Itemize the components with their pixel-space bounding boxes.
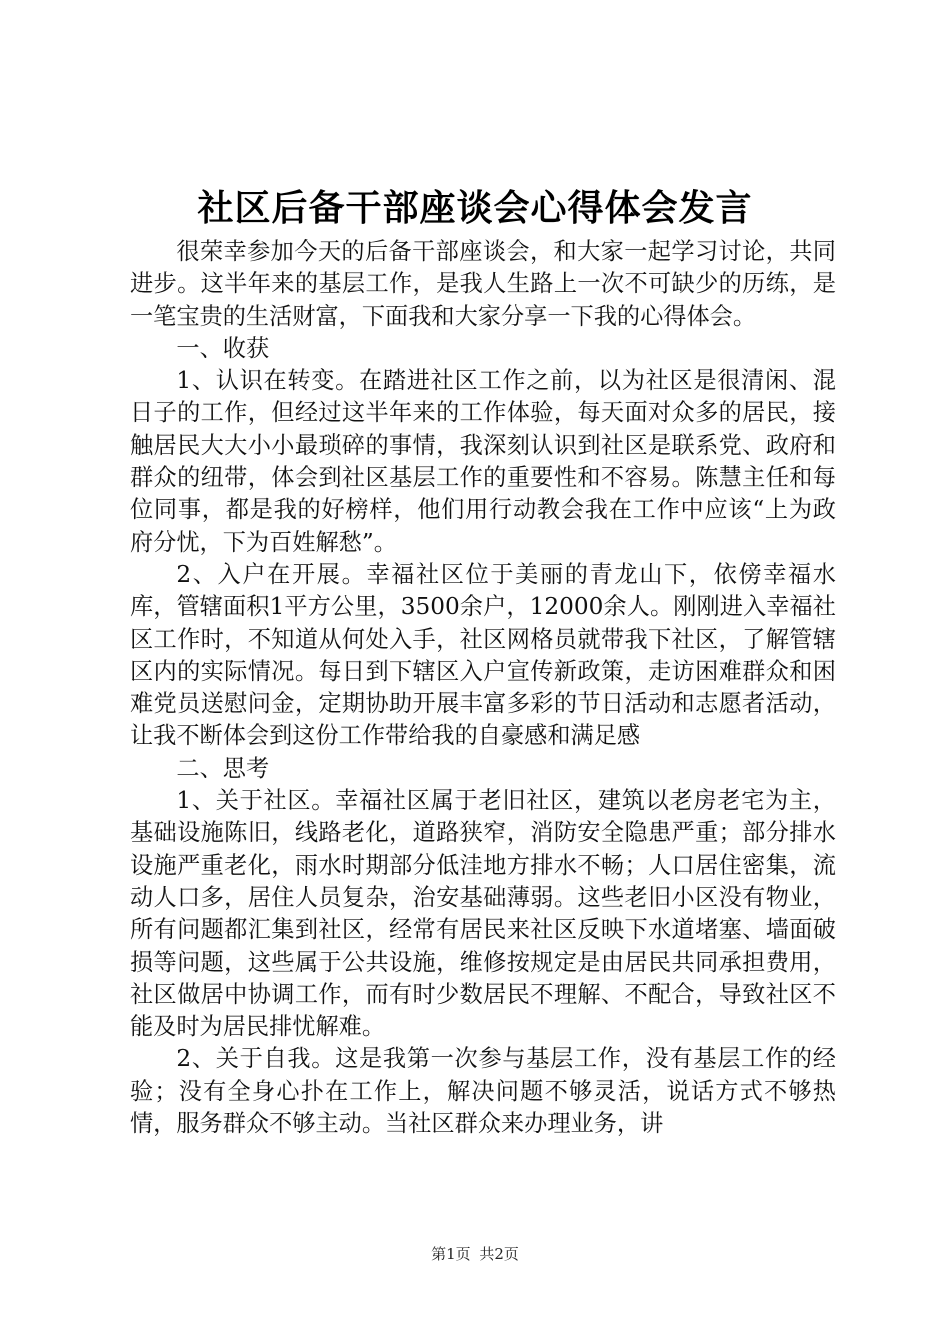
section-heading-harvest: 一、收获 [176,334,270,362]
intro-paragraph: 很荣幸参加今天的后备干部座谈会，和大家一起学习讨论，共同进步。这半年来的基层工作，是我人生路上一次不可缺少的历练，是一笔宝贵的生活财富，下面我和大家分享一下我的心得体会。 [130,238,836,330]
document-body [130,236,836,1140]
paragraph-household-visits: 2、入户在开展。幸福社区位于美丽的青龙山下，依傍幸福水库，管辖面积1平方公里，3500余户，12000余人。刚刚进入幸福社区工作时，不知道从何处入手，社区网格员就带我下社区，了解管辖区内的实际情况。每日到下辖区入户宣传新政策，走访困难群众和困难党员送慰问金，定期协助开展丰富多彩的节日活动和志愿者活动，让我不断体会到这份工作带给我的自豪感和满足感 [130,560,836,750]
page-footer [0,1244,950,1264]
paragraph-about-community: 1、关于社区。幸福社区属于老旧社区，建筑以老房老宅为主，基础设施陈旧，线路老化，道路狭窄，消防安全隐患严重；部分排水设施严重老化，雨水时期部分低洼地方排水不畅；人口居住密集，流动人口多，居住人员复杂，治安基础薄弱。这些老旧小区没有物业，所有问题都汇集到社区，经常有居民来社区反映下水道堵塞、墙面破损等问题，这些属于公共设施，维修按规定是由居民共同承担费用，社区做居中协调工作，而有时少数居民不理解、不配合，导致社区不能及时为居民排忧解难。 [130,787,836,1041]
section-heading-thinking: 二、思考 [176,754,270,782]
document-title: 社区后备干部座谈会心得体会发言 [197,188,753,229]
page-total: 共2页 [479,1245,519,1263]
page-number: 第1页 [431,1245,471,1263]
paragraph-cognition-change: 1、认识在转变。在踏进社区工作之前，以为社区是很清闲、混日子的工作，但经过这半年来的工作体验，每天面对众多的居民，接触居民大大小小最琐碎的事情，我深刻认识到社区是联系党、政府和群众的纽带，体会到社区基层工作的重要性和不容易。陈慧主任和每位同事，都是我的好榜样，他们用行动教会我在工作中应该“上为政府分忧，下为百姓解愁”。 [130,367,836,556]
paragraph-about-self: 2、关于自我。这是我第一次参与基层工作，没有基层工作的经验；没有全身心扑在工作上，解决问题不够灵活，说话方式不够热情，服务群众不够主动。当社区群众来办理业务，讲 [130,1045,836,1138]
